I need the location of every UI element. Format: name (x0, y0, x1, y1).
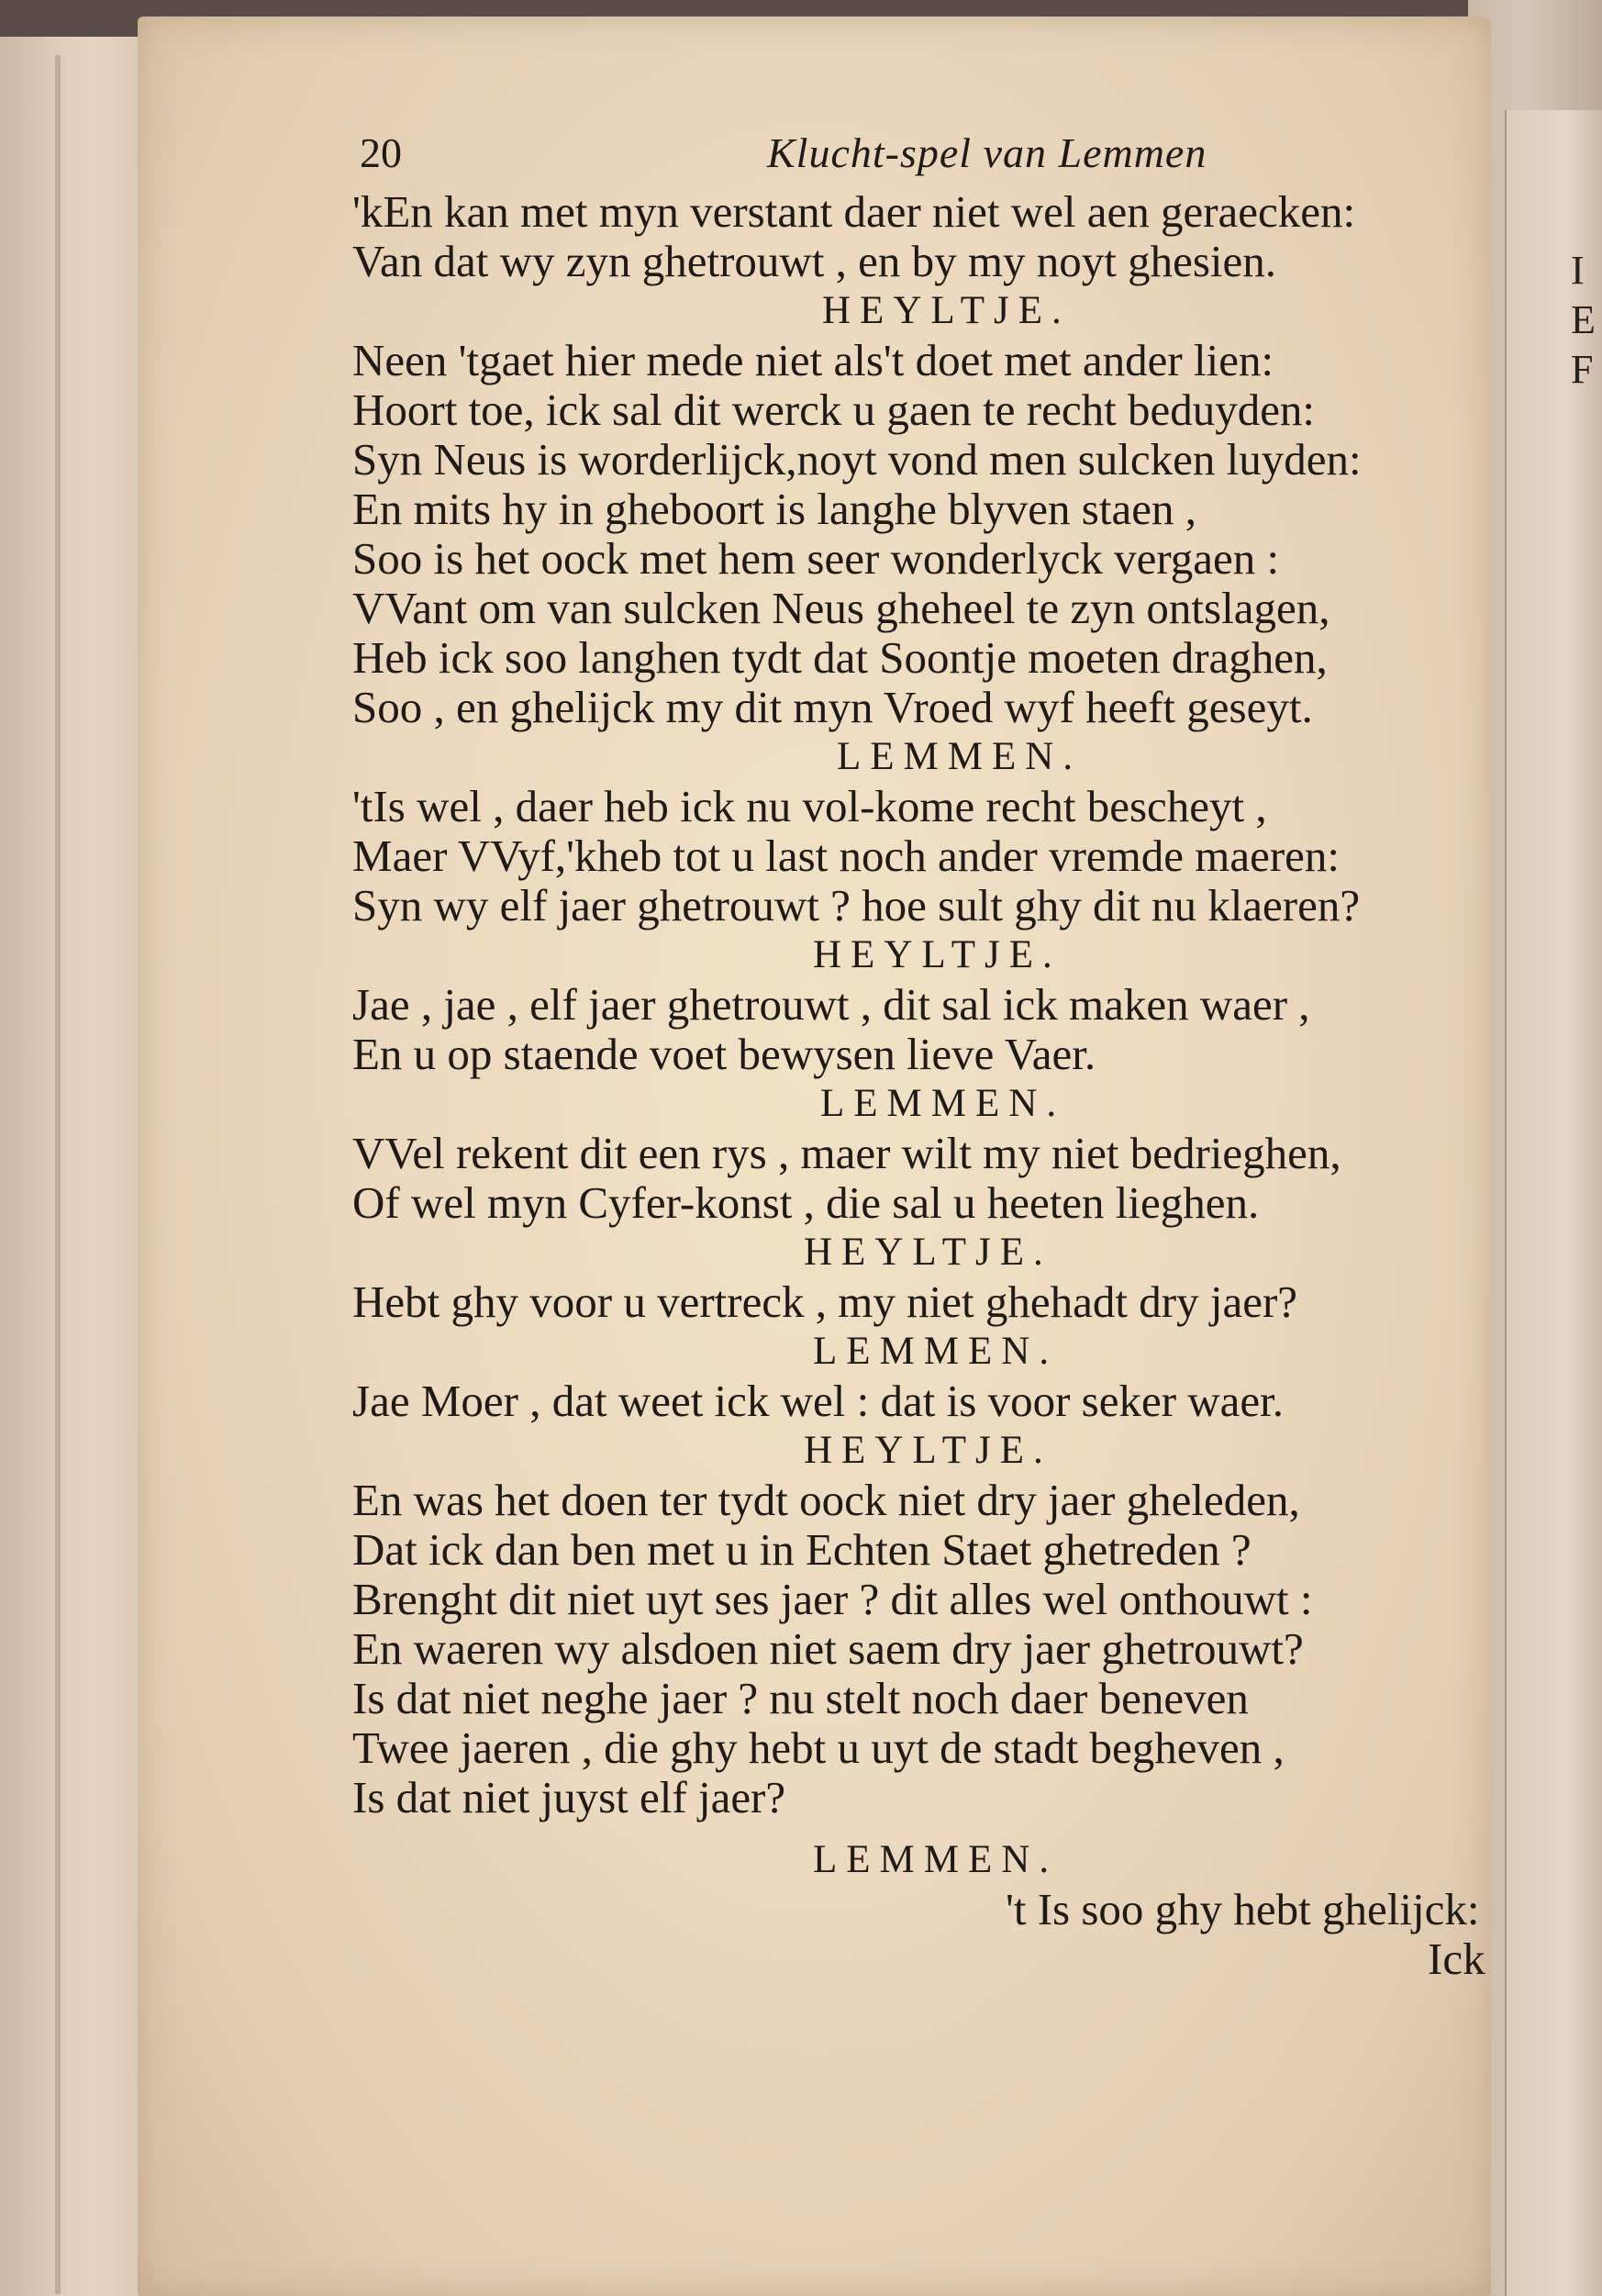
running-title: Klucht-spel van Lemmen (767, 129, 1207, 176)
verse-line: Van dat wy zyn ghetrouwt , en by my noyt ghesien. (352, 236, 1277, 286)
speaker-name: LEMMEN. (813, 1838, 1059, 1881)
page-stack-shadow (55, 55, 61, 2294)
facing-letter: E (1571, 297, 1596, 342)
facing-page-edge (1505, 110, 1602, 2296)
page-stack-edges (0, 37, 158, 2296)
running-header (217, 128, 1474, 187)
verse-line: Soo , en ghelijck my dit myn Vroed wyf heeft geseyt. (352, 682, 1313, 732)
verse-line: Jae Moer , dat weet ick wel : dat is voor seker waer. (352, 1376, 1285, 1426)
verse-line: VVel rekent dit een rys , maer wilt my niet bedrieghen, (352, 1128, 1341, 1178)
verse-line: Of wel myn Cyfer-konst , die sal u heeten lieghen. (352, 1177, 1260, 1228)
verse-line: 'kEn kan met myn verstant daer niet wel aen geraecken: (352, 186, 1356, 237)
speaker-name: LEMMEN. (820, 1082, 1066, 1125)
verse-line: Soo is het oock met hem seer wonderlyck vergaen : (352, 533, 1280, 584)
verse-line: Jae , jae , elf jaer ghetrouwt , dit sal ick maken waer , (352, 979, 1310, 1030)
facing-page-letters (1571, 246, 1596, 395)
verse-line: Hebt ghy voor u vertreck , my niet ghehadt dry jaer? (352, 1276, 1298, 1327)
speaker-name: HEYLTJE. (804, 1231, 1052, 1274)
verse-line: Dat ick dan ben met u in Echten Staet ghetreden ? (352, 1524, 1252, 1575)
verse-line: En u op staende voet bewysen lieve Vaer. (352, 1029, 1096, 1079)
verse-line: Hoort toe, ick sal dit werck u gaen te recht beduyden: (352, 385, 1316, 435)
verse-line: Is dat niet neghe jaer ? nu stelt noch daer beneven (352, 1673, 1249, 1723)
verse-line: Neen 'tgaet hier mede niet als't doet met ander lien: (352, 335, 1274, 385)
verse-line: Twee jaeren , die ghy hebt u uyt de stadt begheven , (352, 1722, 1285, 1773)
page-number: 20 (360, 129, 402, 176)
verse-line: VVant om van sulcken Neus gheheel te zyn ontslagen, (352, 583, 1330, 633)
facing-letter: I (1571, 248, 1585, 293)
verse-line: Syn Neus is worderlijck,noyt vond men sulcken luyden: (352, 434, 1362, 485)
page-text (217, 128, 1485, 1984)
verse-line: Is dat niet juyst elf jaer? (352, 1772, 786, 1822)
speaker-name: HEYLTJE. (804, 1429, 1052, 1472)
speaker-name: HEYLTJE. (813, 933, 1062, 976)
verse-line: Syn wy elf jaer ghetrouwt ? hoe sult ghy dit nu klaeren? (352, 880, 1361, 931)
facing-letter: F (1571, 347, 1594, 392)
catchword: Ick (1428, 1934, 1485, 1984)
verse-line: En mits hy in gheboort is langhe blyven staen , (352, 484, 1196, 534)
verse-line: Brenght dit niet uyt ses jaer ? dit alles wel onthouwt : (352, 1574, 1313, 1624)
speaker-name: LEMMEN. (837, 735, 1083, 778)
verse-line: 't Is soo ghy hebt ghelijck: (1006, 1884, 1480, 1934)
verse-line: En was het doen ter tydt oock niet dry jaer gheleden, (352, 1475, 1300, 1525)
spacer (217, 1822, 1474, 1835)
verse-line: Heb ick soo langhen tydt dat Soontje moeten draghen, (352, 632, 1328, 683)
verse-line: 'tIs wel , daer heb ick nu vol-kome recht bescheyt , (352, 781, 1267, 831)
speaker-name: LEMMEN. (813, 1330, 1059, 1373)
verse-line: Maer VVyf,'kheb tot u last noch ander vremde maeren: (352, 830, 1341, 881)
verse-line: En waeren wy alsdoen niet saem dry jaer ghetrouwt? (352, 1623, 1304, 1674)
speaker-name: HEYLTJE. (822, 289, 1071, 332)
